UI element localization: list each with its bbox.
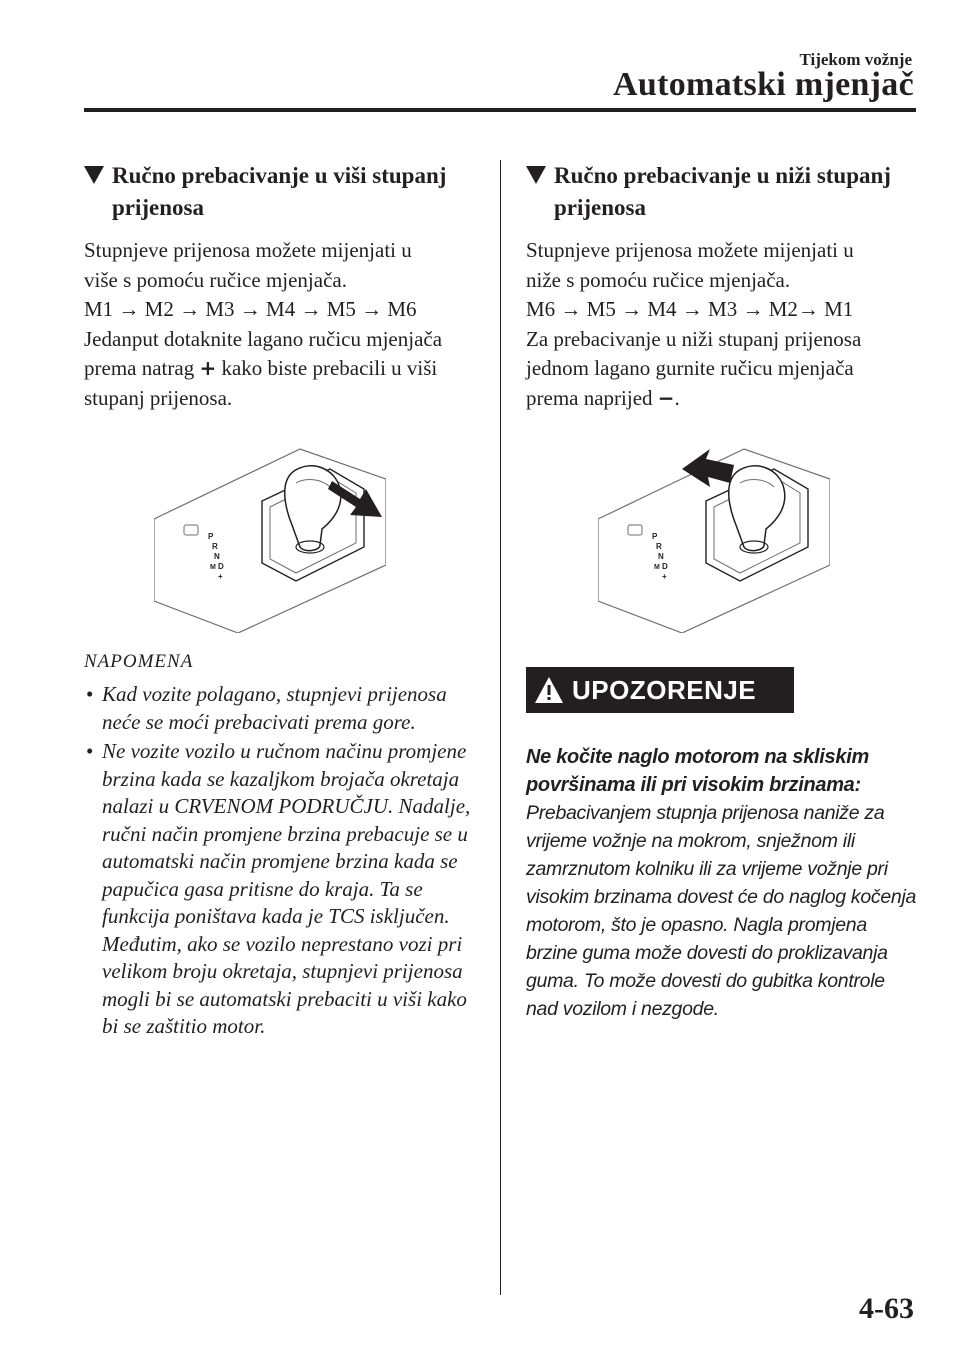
- note-item: [84, 681, 476, 736]
- note-title: NAPOMENA: [84, 651, 194, 672]
- bullet-icon: •: [86, 682, 94, 706]
- body-fragment: .: [674, 385, 680, 410]
- header-rule: [84, 108, 916, 112]
- bullet-icon: •: [86, 739, 94, 763]
- warning-heading: Ne kočite naglo motorom na skliskim površinama ili pri visokim brzinama:: [526, 746, 869, 796]
- triangle-bullet-icon: [526, 166, 548, 184]
- downshift-body: [526, 236, 918, 413]
- gear-letter: M: [210, 564, 216, 571]
- note-text: Kad vozite polagano, stupnjevi prijenosa neće se moći prebacivati prema gore.: [102, 682, 447, 734]
- right-column: [526, 160, 918, 1023]
- gear-letter: D: [662, 562, 668, 571]
- gear-letter: +: [662, 572, 667, 581]
- body-fragment: prema naprijed: [526, 385, 653, 410]
- plus-symbol: +: [199, 356, 217, 380]
- gear-letter: P: [652, 532, 658, 541]
- warning-label: UPOZORENJE: [572, 674, 757, 705]
- downshift-heading: [526, 160, 918, 224]
- upshift-body: [84, 236, 476, 413]
- body-line: Za prebacivanje u niži stupanj prijenosa: [526, 326, 862, 351]
- shift-lever-downshift-figure: [598, 441, 830, 633]
- note-text: Ne vozite vozilo u ručnom načinu promjene brzina kada se kazaljkom brojača okretaja nalazi u CRVENOM PODRUČJU. Nadalje, ručni način promjene brzina prebacuje se u automatski način promjene brzina kada se papučica gasa pritisne do kraja. Ta se funkcija poništava kada je TCS isključen. Međutim, ako se vozilo neprestano vozi pri velikom broju okretaja, stupnjevi prijenosa mogli bi se automatski prebaciti u viši kako bi se zaštitio motor.: [102, 739, 471, 1038]
- minus-symbol: −: [657, 385, 675, 410]
- gear-letter: R: [212, 542, 218, 551]
- body-line: [84, 354, 476, 384]
- gear-letter: +: [218, 572, 223, 581]
- body-line: [526, 384, 918, 414]
- gear-letter: R: [656, 542, 662, 551]
- gear-letter: P: [208, 532, 214, 541]
- triangle-bullet-icon: [84, 166, 106, 184]
- downshift-heading-text: Ručno prebacivanje u niži stupanj prijenosa: [554, 163, 891, 220]
- chapter-title: Tijekom vožnje: [799, 50, 912, 69]
- gear-sequence: M1 → M2 → M3 → M4 → M5 → M6: [84, 297, 417, 321]
- body-fragment: prema natrag: [84, 356, 195, 380]
- body-line: Stupnjeve prijenosa možete mijenjati u: [84, 238, 412, 262]
- warning-triangle-icon: [526, 667, 572, 713]
- gear-letter: M: [654, 564, 660, 571]
- warning-text: Prebacivanjem stupnja prijenosa naniže za vrijeme vožnje na mokrom, snježnom ili zamrznutom kolniku ili za vrijeme vožnje pri visokim brzinama dovest će do naglog kočenja motorom, što je opasno. Nagla promjena brzine guma može dovesti do proklizavanja guma. To može dovesti do gubitka kontrole nad vozilom i nezgode.: [526, 802, 917, 1020]
- note-item: [84, 738, 476, 1041]
- body-line: Stupnjeve prijenosa možete mijenjati u: [526, 238, 854, 262]
- upshift-heading: [84, 160, 476, 224]
- body-line: stupanj prijenosa.: [84, 385, 233, 410]
- left-column: [84, 160, 476, 1043]
- gear-letter: N: [658, 552, 664, 561]
- body-line: Jedanput dotaknite lagano ručicu mjenjača: [84, 326, 443, 351]
- gear-letter: D: [218, 562, 224, 571]
- body-line: više s pomoću ručice mjenjača.: [84, 267, 347, 292]
- note-list: [84, 681, 476, 1041]
- gear-sequence: M6 → M5 → M4 → M3 → M2→ M1: [526, 297, 854, 321]
- section-title: Automatski mjenjač: [613, 66, 914, 103]
- page-number: 4-63: [859, 1292, 914, 1325]
- body-fragment: kako biste prebacili u viši: [221, 356, 438, 380]
- body-line: jednom lagano gurnite ručicu mjenjača: [526, 356, 854, 380]
- upshift-heading-text: Ručno prebacivanje u viši stupanj prijenosa: [112, 163, 447, 220]
- warning-banner: [526, 667, 794, 713]
- gear-letter: N: [214, 552, 220, 561]
- shift-lever-upshift-figure: [154, 441, 386, 633]
- column-divider: [500, 160, 501, 1295]
- body-line: niže s pomoću ručice mjenjača.: [526, 267, 791, 292]
